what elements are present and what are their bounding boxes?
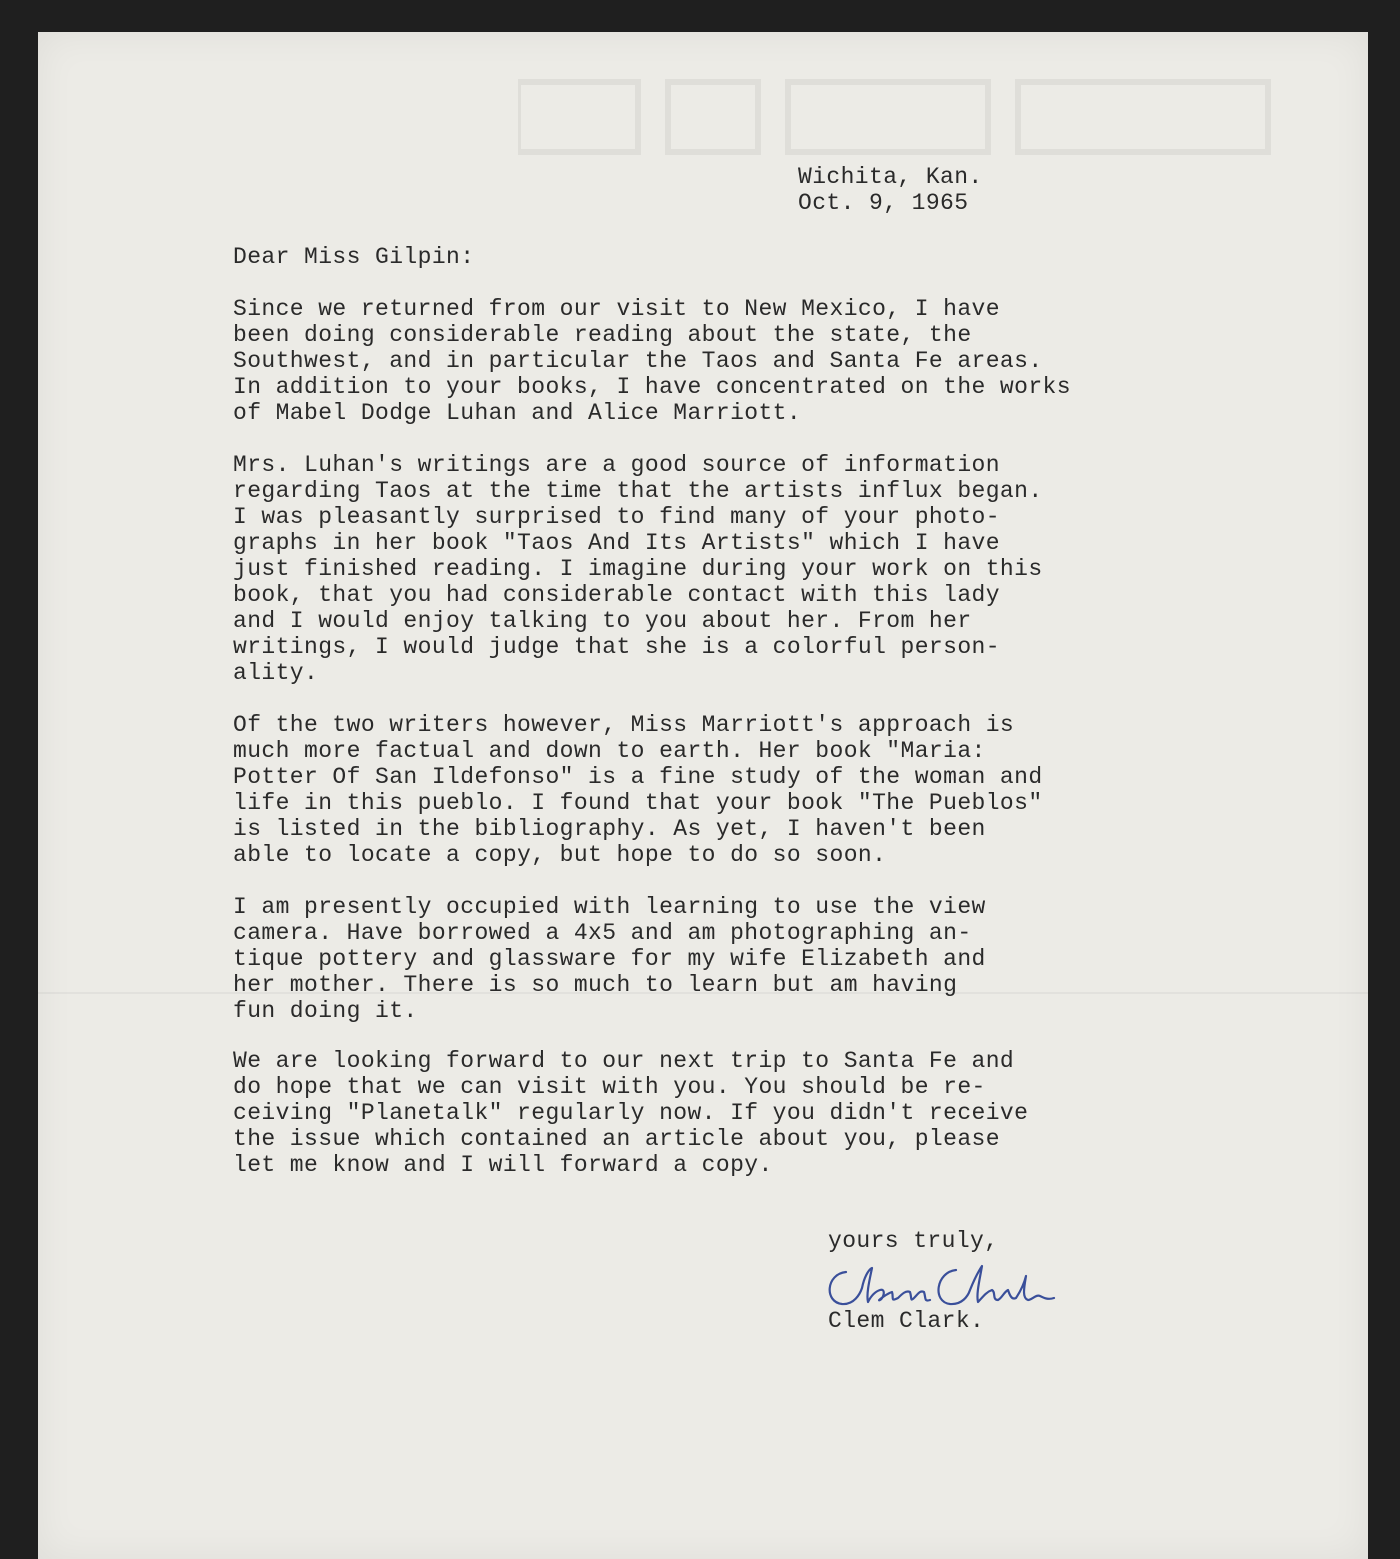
paragraph-1: Since we returned from our visit to New Mexico, I have been doing considerable reading about the state, the Southwest, and in particular the Taos and Santa Fe areas. In addition to your books, I have concentrated on the works of Mabel Dodge Luhan and Alice Marriott. <box>233 296 1071 426</box>
typed-name: Clem Clark. <box>828 1308 985 1334</box>
paragraph-5: We are looking forward to our next trip to Santa Fe and do hope that we can visit with you. You should be re- ceiving "Planetalk" regularly now. If you didn't receive the issue which contained an article about you, please let me know and I will forward a copy. <box>233 1048 1029 1178</box>
paragraph-2: Mrs. Luhan's writings are a good source of information regarding Taos at the time that the artists influx began. I was pleasantly surprised to find many of your photo- graphs in her book "Taos And Its Artists" which I have just finished reading. I imagine during your work on this book, that you had considerable contact with this lady and I would enjoy talking to you about her. From her writings, I would judge that she is a colorful person- ality. <box>233 452 1043 686</box>
letter-date: Oct. 9, 1965 <box>798 190 969 216</box>
letter-page <box>38 32 1368 1559</box>
closing: yours truly, <box>828 1228 999 1254</box>
dateline <box>798 164 983 216</box>
paragraph-3: Of the two writers however, Miss Marriott's approach is much more factual and down to earth. Her book "Maria: Potter Of San Ildefonso" is a fine study of the woman and life in this pueblo. I found that your book "The Pueblos" is listed in the bibliography. As yet, I haven't been able to locate a copy, but hope to do so soon. <box>233 712 1043 868</box>
letterhead-watermark <box>518 72 1278 162</box>
paragraph-4: I am presently occupied with learning to use the view camera. Have borrowed a 4x5 and am photographing an- tique pottery and glassware for my wife Elizabeth and her mother. There is so much to learn but am having fun doing it. <box>233 894 986 1024</box>
salutation: Dear Miss Gilpin: <box>233 244 475 270</box>
handwritten-signature <box>816 1254 1056 1316</box>
letter-place: Wichita, Kan. <box>798 164 983 190</box>
